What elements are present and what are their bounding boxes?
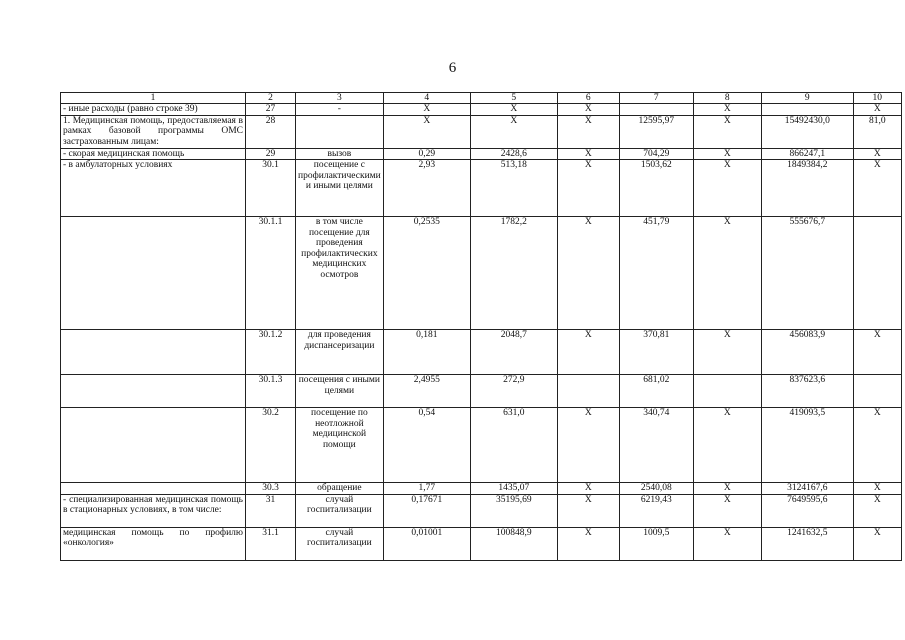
- value-cell: X: [557, 115, 619, 148]
- column-header: 3: [296, 93, 384, 104]
- value-cell: 451,79: [619, 217, 693, 330]
- row-label: [61, 330, 246, 375]
- table-row: [61, 375, 902, 408]
- value-cell: X: [853, 527, 901, 560]
- row-number: 30.3: [246, 483, 296, 495]
- page-number: 6: [448, 60, 457, 76]
- value-cell: [853, 217, 901, 330]
- unit-cell: обращение: [296, 483, 384, 495]
- value-cell: 81,0: [853, 115, 901, 148]
- unit-cell: вызов: [296, 148, 384, 160]
- value-cell: 1,77: [383, 483, 470, 495]
- budget-table: [60, 92, 902, 561]
- row-number: 31.1: [246, 527, 296, 560]
- row-label: [61, 217, 246, 330]
- value-cell: X: [470, 104, 557, 116]
- value-cell: 100848,9: [470, 527, 557, 560]
- value-cell: 631,0: [470, 408, 557, 483]
- row-label: 1. Медицинская помощь, предоставляемая в рамках базовой программы ОМС застрахованным лицам:: [61, 115, 246, 148]
- value-cell: 456083,9: [761, 330, 853, 375]
- value-cell: 1009,5: [619, 527, 693, 560]
- value-cell: X: [693, 217, 761, 330]
- value-cell: 0,181: [383, 330, 470, 375]
- unit-cell: для проведения диспансеризации: [296, 330, 384, 375]
- table-row: [61, 494, 902, 527]
- value-cell: [693, 375, 761, 408]
- table-row: [61, 330, 902, 375]
- value-cell: 1241632,5: [761, 527, 853, 560]
- value-cell: X: [693, 330, 761, 375]
- value-cell: X: [557, 148, 619, 160]
- value-cell: X: [693, 148, 761, 160]
- column-header: 1: [61, 93, 246, 104]
- value-cell: 2048,7: [470, 330, 557, 375]
- value-cell: [761, 104, 853, 116]
- value-cell: X: [853, 494, 901, 527]
- table-row: [61, 217, 902, 330]
- table-row: [61, 160, 902, 217]
- value-cell: [557, 375, 619, 408]
- value-cell: X: [557, 408, 619, 483]
- value-cell: 0,29: [383, 148, 470, 160]
- row-label: медицинская помощь по профилю «онкология»: [61, 527, 246, 560]
- value-cell: 0,01001: [383, 527, 470, 560]
- value-cell: 2,4955: [383, 375, 470, 408]
- table-row: [61, 408, 902, 483]
- value-cell: 3124167,6: [761, 483, 853, 495]
- value-cell: 6219,43: [619, 494, 693, 527]
- column-header: 8: [693, 93, 761, 104]
- value-cell: X: [557, 217, 619, 330]
- column-header: 2: [246, 93, 296, 104]
- row-number: 27: [246, 104, 296, 116]
- column-header: 9: [761, 93, 853, 104]
- value-cell: X: [557, 483, 619, 495]
- value-cell: X: [470, 115, 557, 148]
- unit-cell: в том числе посещение для проведения профилактических медицинских осмотров: [296, 217, 384, 330]
- value-cell: 419093,5: [761, 408, 853, 483]
- value-cell: 1435,07: [470, 483, 557, 495]
- value-cell: X: [853, 483, 901, 495]
- unit-cell: [296, 115, 384, 148]
- value-cell: 0,54: [383, 408, 470, 483]
- column-header: 4: [383, 93, 470, 104]
- value-cell: X: [383, 104, 470, 116]
- row-label: - специализированная медицинская помощь в стационарных условиях, в том числе:: [61, 494, 246, 527]
- value-cell: 513,18: [470, 160, 557, 217]
- value-cell: X: [693, 527, 761, 560]
- column-header: 10: [853, 93, 901, 104]
- column-header: 7: [619, 93, 693, 104]
- unit-cell: случай госпитализации: [296, 527, 384, 560]
- value-cell: X: [557, 494, 619, 527]
- value-cell: 2540,08: [619, 483, 693, 495]
- value-cell: X: [693, 483, 761, 495]
- table-row: [61, 104, 902, 116]
- row-number: 29: [246, 148, 296, 160]
- row-number: 30.1.2: [246, 330, 296, 375]
- value-cell: X: [693, 408, 761, 483]
- value-cell: X: [557, 330, 619, 375]
- value-cell: 866247,1: [761, 148, 853, 160]
- value-cell: X: [557, 104, 619, 116]
- value-cell: 1782,2: [470, 217, 557, 330]
- unit-cell: посещение по неотложной медицинской помощи: [296, 408, 384, 483]
- value-cell: 15492430,0: [761, 115, 853, 148]
- value-cell: 0,2535: [383, 217, 470, 330]
- value-cell: X: [557, 527, 619, 560]
- table-header-row: [61, 93, 902, 104]
- value-cell: 1849384,2: [761, 160, 853, 217]
- value-cell: 12595,97: [619, 115, 693, 148]
- value-cell: X: [383, 115, 470, 148]
- table-row: [61, 148, 902, 160]
- value-cell: 681,02: [619, 375, 693, 408]
- unit-cell: -: [296, 104, 384, 116]
- value-cell: 340,74: [619, 408, 693, 483]
- value-cell: X: [853, 104, 901, 116]
- row-label: - скорая медицинская помощь: [61, 148, 246, 160]
- row-number: 30.2: [246, 408, 296, 483]
- table-row: [61, 527, 902, 560]
- value-cell: 0,17671: [383, 494, 470, 527]
- table-row: [61, 115, 902, 148]
- value-cell: X: [853, 330, 901, 375]
- value-cell: X: [693, 104, 761, 116]
- value-cell: X: [853, 408, 901, 483]
- table-row: [61, 483, 902, 495]
- value-cell: 272,9: [470, 375, 557, 408]
- value-cell: 555676,7: [761, 217, 853, 330]
- value-cell: X: [557, 160, 619, 217]
- unit-cell: посещение с профилактическими и иными целями: [296, 160, 384, 217]
- row-number: 30.1.3: [246, 375, 296, 408]
- value-cell: X: [693, 160, 761, 217]
- row-number: 30.1: [246, 160, 296, 217]
- row-label: [61, 375, 246, 408]
- row-number: 31: [246, 494, 296, 527]
- value-cell: [853, 375, 901, 408]
- value-cell: 1503,62: [619, 160, 693, 217]
- value-cell: X: [853, 160, 901, 217]
- row-label: - иные расходы (равно строке 39): [61, 104, 246, 116]
- value-cell: 370,81: [619, 330, 693, 375]
- row-number: 30.1.1: [246, 217, 296, 330]
- value-cell: X: [693, 494, 761, 527]
- row-number: 28: [246, 115, 296, 148]
- value-cell: [619, 104, 693, 116]
- value-cell: 2428,6: [470, 148, 557, 160]
- value-cell: 7649595,6: [761, 494, 853, 527]
- unit-cell: посещения с иными целями: [296, 375, 384, 408]
- value-cell: X: [853, 148, 901, 160]
- row-label: - в амбулаторных условиях: [61, 160, 246, 217]
- row-label: [61, 408, 246, 483]
- column-header: 6: [557, 93, 619, 104]
- value-cell: 704,29: [619, 148, 693, 160]
- row-label: [61, 483, 246, 495]
- value-cell: 35195,69: [470, 494, 557, 527]
- value-cell: X: [693, 115, 761, 148]
- unit-cell: случай госпитализации: [296, 494, 384, 527]
- value-cell: 837623,6: [761, 375, 853, 408]
- column-header: 5: [470, 93, 557, 104]
- value-cell: 2,93: [383, 160, 470, 217]
